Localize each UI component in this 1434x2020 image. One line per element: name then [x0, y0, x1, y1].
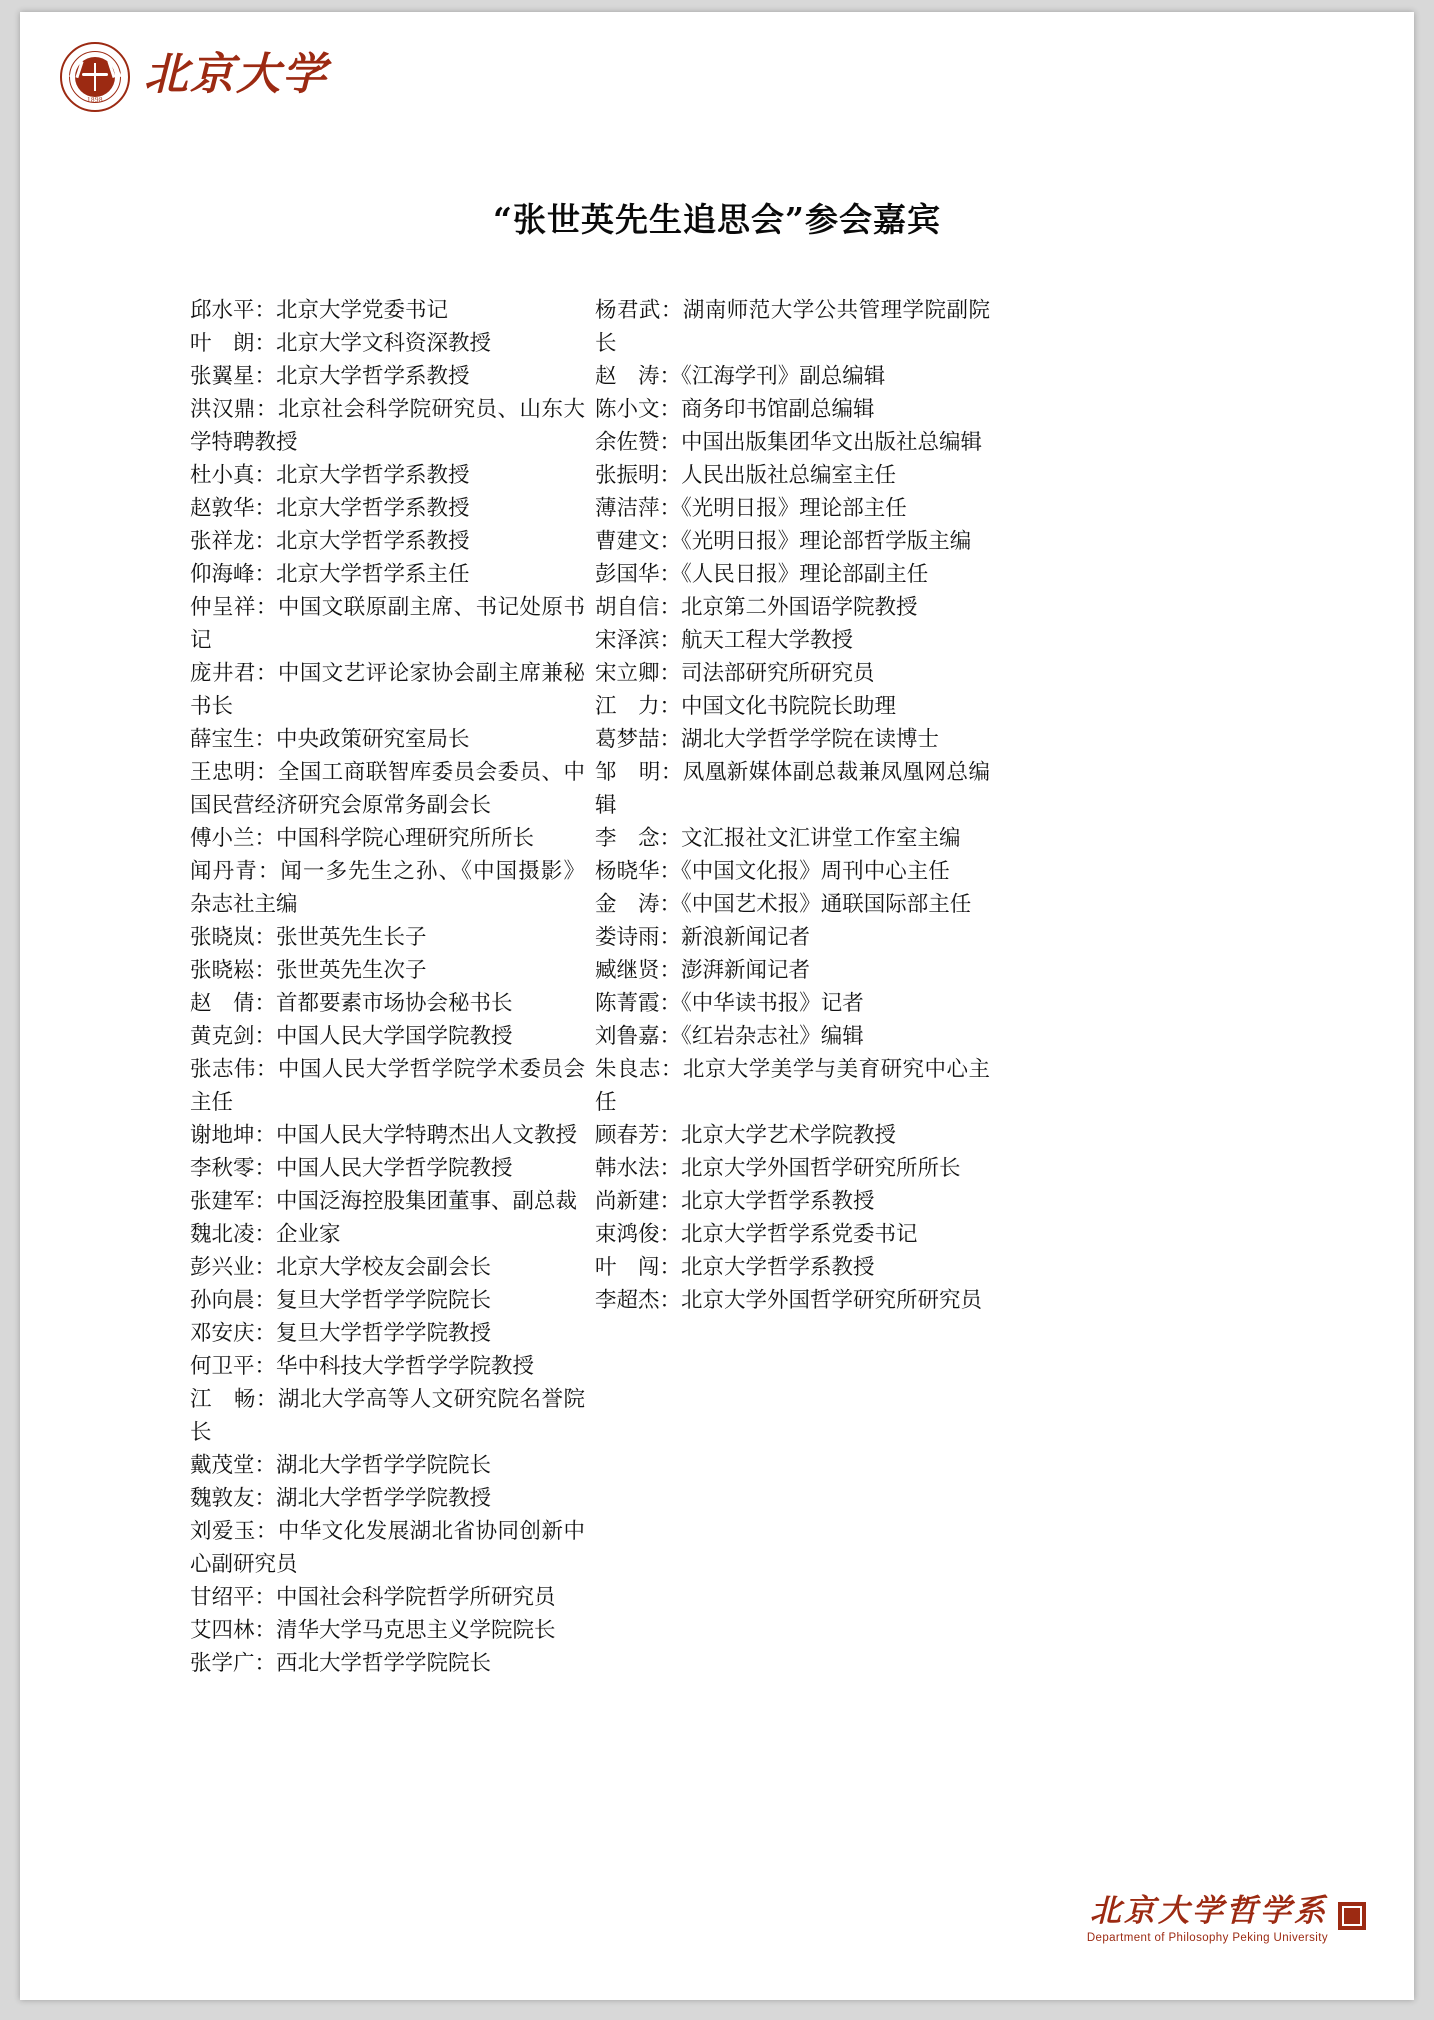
guest-role: 西北大学哲学学院院长 [276, 1651, 492, 1676]
guest-separator: ： [659, 1222, 682, 1247]
guest-entry [595, 756, 990, 822]
guest-separator: ： [254, 1123, 277, 1148]
guest-role: 湖南师范大学公共管理学院副院长 [595, 298, 990, 356]
guest-name: 尚新建 [595, 1189, 660, 1214]
guest-separator: ： [660, 298, 683, 323]
guest-entry [190, 855, 585, 921]
guest-role: 航天工程大学教授 [681, 628, 854, 653]
guest-name: 陈小文 [595, 397, 660, 422]
document-page [20, 12, 1414, 2000]
guest-name: 张振明 [595, 463, 660, 488]
guest-entry [595, 921, 990, 954]
guest-entry [595, 1185, 990, 1218]
guest-name: 刘鲁嘉 [595, 1024, 660, 1049]
guest-separator: ： [254, 1156, 277, 1181]
guest-separator: ： [659, 859, 682, 884]
guest-separator: ： [255, 595, 278, 620]
guest-name: 孙向晨 [190, 1288, 255, 1313]
guest-role: 《红岩杂志社》编辑 [681, 1024, 864, 1049]
guest-name: 张翼星 [190, 364, 255, 389]
guest-entry [595, 1152, 990, 1185]
guest-role: 中国文化书院院长助理 [681, 694, 897, 719]
guest-name: 魏敦友 [190, 1486, 255, 1511]
guest-name: 薄洁萍 [595, 496, 660, 521]
footer-logo [1087, 1895, 1366, 1944]
guest-role: 《人民日报》理论部副主任 [681, 562, 929, 587]
guest-name: 顾春芳 [595, 1123, 660, 1148]
guest-name: 叶 朗 [190, 331, 255, 356]
guest-name: 彭国华 [595, 562, 660, 587]
guest-separator: ： [254, 529, 277, 554]
guest-role: 中国社会科学院哲学所研究员 [276, 1585, 556, 1610]
guest-separator: ： [255, 1519, 278, 1544]
guest-role: 中国文联原副主席、书记处原书记 [190, 595, 585, 653]
guest-separator: ： [659, 1255, 682, 1280]
guest-separator: ： [660, 1057, 683, 1082]
guest-separator: ： [659, 826, 682, 851]
guest-separator: ： [254, 991, 277, 1016]
guest-separator: ： [254, 1651, 277, 1676]
guest-name: 张晓崧 [190, 958, 255, 983]
guest-entry [595, 1119, 990, 1152]
guest-name: 韩水法 [595, 1156, 660, 1181]
guest-name: 杨君武 [595, 298, 661, 323]
guest-separator: ： [659, 1024, 682, 1049]
guest-separator: ： [255, 661, 278, 686]
guest-entry [595, 657, 990, 690]
guest-name: 张学广 [190, 1651, 255, 1676]
guest-entry [190, 1251, 585, 1284]
guest-entry [595, 690, 990, 723]
guest-separator: ： [659, 463, 682, 488]
guest-separator: ： [659, 1189, 682, 1214]
guest-separator: ： [659, 529, 682, 554]
guest-name: 金 涛 [595, 892, 660, 917]
guest-role: 《中国艺术报》通联国际部主任 [681, 892, 972, 917]
guest-role: 人民出版社总编室主任 [681, 463, 897, 488]
guest-role: 中国人民大学国学院教授 [276, 1024, 513, 1049]
guest-separator: ： [254, 1486, 277, 1511]
guest-name: 江 畅 [190, 1387, 256, 1412]
guest-name: 甘绍平 [190, 1585, 255, 1610]
guest-name: 臧继贤 [595, 958, 660, 983]
guest-name: 陈菁霞 [595, 991, 660, 1016]
guest-name: 彭兴业 [190, 1255, 255, 1280]
guest-entry [595, 723, 990, 756]
guest-separator: ： [659, 727, 682, 752]
guest-entry [595, 525, 990, 558]
guest-entry [190, 1218, 585, 1251]
guest-name: 邹 明 [595, 760, 661, 785]
guest-entry [595, 360, 990, 393]
guest-separator: ： [254, 925, 277, 950]
guest-entry [190, 492, 585, 525]
guest-role: 中国人民大学特聘杰出人文教授 [276, 1123, 578, 1148]
guest-name: 朱良志 [595, 1057, 661, 1082]
footer-department-en: Department of Philosophy Peking University [1086, 1932, 1328, 1944]
peking-university-seal-icon [60, 42, 130, 112]
guest-role: 湖北大学高等人文研究院名誉院长 [190, 1387, 585, 1445]
guest-entry [595, 426, 990, 459]
guest-name: 魏北凌 [190, 1222, 255, 1247]
guest-name: 曹建文 [595, 529, 660, 554]
guest-separator: ： [254, 1585, 277, 1610]
guest-name: 黄克剑 [190, 1024, 255, 1049]
guest-name: 张祥龙 [190, 529, 255, 554]
guest-entry [595, 393, 990, 426]
guest-role: 北京大学党委书记 [276, 298, 449, 323]
guest-role: 复旦大学哲学学院院长 [276, 1288, 492, 1313]
page-title: “张世英先生追思会”参会嘉宾 [493, 200, 941, 239]
guest-role: 新浪新闻记者 [681, 925, 811, 950]
guest-name: 余佐赞 [595, 430, 660, 455]
guest-separator: ： [254, 958, 277, 983]
guest-entry [190, 525, 585, 558]
guest-separator: ： [659, 397, 682, 422]
guest-name: 谢地坤 [190, 1123, 255, 1148]
guest-name: 李秋零 [190, 1156, 255, 1181]
guest-separator: ： [255, 1387, 278, 1412]
guest-entry [190, 1152, 585, 1185]
guest-separator: ： [254, 298, 277, 323]
guest-entry [190, 1449, 585, 1482]
guest-name: 闻丹青 [190, 859, 258, 884]
guest-entry [595, 822, 990, 855]
guest-name: 邱水平 [190, 298, 255, 323]
guest-entry [595, 954, 990, 987]
guest-entry [190, 1284, 585, 1317]
guest-list [190, 294, 1290, 1680]
guest-separator: ： [659, 496, 682, 521]
guest-entry [190, 822, 585, 855]
guest-name: 张建军 [190, 1189, 255, 1214]
guest-role: 北京大学哲学系教授 [276, 364, 470, 389]
guest-separator: ： [659, 430, 682, 455]
guest-name: 赵敦华 [190, 496, 255, 521]
guest-entry [190, 1581, 585, 1614]
guest-separator: ： [659, 694, 682, 719]
guest-role: 北京社会科学院研究员、山东大学特聘教授 [190, 397, 585, 455]
guest-role: 华中科技大学哲学学院教授 [276, 1354, 535, 1379]
guest-entry [190, 1614, 585, 1647]
guest-entry [190, 459, 585, 492]
guest-separator: ： [254, 1255, 277, 1280]
guest-role: 《中国文化报》周刊中心主任 [681, 859, 950, 884]
guest-separator: ： [254, 1453, 277, 1478]
guest-role: 北京大学哲学系教授 [276, 496, 470, 521]
guest-separator: ： [659, 892, 682, 917]
guest-entry [190, 1383, 585, 1449]
guest-name: 杜小真 [190, 463, 255, 488]
guest-name: 李 念 [595, 826, 660, 851]
guest-separator: ： [254, 1618, 277, 1643]
guest-separator: ： [254, 496, 277, 521]
guest-entry [595, 558, 990, 591]
guest-separator: ： [659, 661, 682, 686]
guest-separator: ： [254, 826, 277, 851]
guest-separator: ： [659, 958, 682, 983]
guest-role: 北京大学校友会副会长 [276, 1255, 492, 1280]
guest-name: 艾四林 [190, 1618, 255, 1643]
guest-role: 《中华读书报》记者 [681, 991, 864, 1016]
guest-role: 企业家 [276, 1222, 341, 1247]
guest-entry [190, 1020, 585, 1053]
guest-separator: ： [254, 1321, 277, 1346]
guest-name: 仰海峰 [190, 562, 255, 587]
guest-entry [190, 1119, 585, 1152]
guest-role: 北京第二外国语学院教授 [681, 595, 918, 620]
guest-role: 中华文化发展湖北省协同创新中心副研究员 [190, 1519, 585, 1577]
guest-role: 张世英先生长子 [276, 925, 427, 950]
guest-separator: ： [254, 562, 277, 587]
guest-entry [595, 1020, 990, 1053]
seal-year: 1898 [87, 96, 103, 104]
guest-role: 北京大学哲学系教授 [276, 463, 470, 488]
university-wordmark: 北京大学 [144, 49, 328, 100]
guest-entry [190, 954, 585, 987]
guest-role: 湖北大学哲学学院教授 [276, 1486, 492, 1511]
guest-entry [595, 1218, 990, 1251]
guest-name: 宋立卿 [595, 661, 660, 686]
guest-entry [595, 987, 990, 1020]
guest-role: 《光明日报》理论部哲学版主编 [681, 529, 972, 554]
guest-name: 刘爱玉 [190, 1519, 256, 1544]
guest-entry [190, 987, 585, 1020]
guest-entry [190, 558, 585, 591]
guest-entry [190, 723, 585, 756]
guest-entry [595, 888, 990, 921]
guest-entry [190, 756, 585, 822]
guest-entry [595, 459, 990, 492]
guest-role: 北京大学艺术学院教授 [681, 1123, 897, 1148]
guest-name: 洪汉鼎 [190, 397, 256, 422]
guest-entry [190, 1053, 585, 1119]
footer-seal-icon [1338, 1902, 1366, 1930]
guest-role: 全国工商联智库委员会委员、中国民营经济研究会原常务副会长 [190, 760, 585, 818]
guest-role: 中国文艺评论家协会副主席兼秘书长 [190, 661, 585, 719]
guest-name: 邓安庆 [190, 1321, 255, 1346]
guest-entry [190, 327, 585, 360]
guest-entry [595, 1053, 990, 1119]
guest-separator: ： [254, 463, 277, 488]
guest-separator: ： [255, 397, 278, 422]
guest-separator: ： [659, 562, 682, 587]
guest-name: 庞井君 [190, 661, 256, 686]
guest-separator: ： [254, 1024, 277, 1049]
guest-name: 束鸿俊 [595, 1222, 660, 1247]
guest-separator: ： [257, 859, 281, 884]
guest-separator: ： [659, 1156, 682, 1181]
guest-role: 澎湃新闻记者 [681, 958, 811, 983]
guest-role: 北京大学外国哲学研究所所长 [681, 1156, 961, 1181]
guest-entry [190, 1350, 585, 1383]
guest-name: 薛宝生 [190, 727, 255, 752]
guest-separator: ： [659, 628, 682, 653]
guest-role: 商务印书馆副总编辑 [681, 397, 875, 422]
guest-name: 江 力 [595, 694, 660, 719]
guest-role: 北京大学哲学系主任 [276, 562, 470, 587]
guest-role: 中国泛海控股集团董事、副总裁 [276, 1189, 578, 1214]
guest-separator: ： [254, 1222, 277, 1247]
guest-separator: ： [659, 595, 682, 620]
guest-name: 傅小兰 [190, 826, 255, 851]
guest-role: 《江海学刊》副总编辑 [681, 364, 886, 389]
guest-role: 闻一多先生之孙、《中国摄影》杂志社主编 [190, 859, 585, 917]
guest-role: 《光明日报》理论部主任 [681, 496, 907, 521]
footer-department-cn: 北京大学哲学系 [1090, 1893, 1328, 1930]
guest-separator: ： [659, 1288, 682, 1313]
guest-name: 娄诗雨 [595, 925, 660, 950]
guest-name: 张晓岚 [190, 925, 255, 950]
guest-entry [190, 591, 585, 657]
guest-role: 北京大学哲学系教授 [681, 1255, 875, 1280]
guest-role: 北京大学哲学系教授 [276, 529, 470, 554]
guest-separator: ： [659, 925, 682, 950]
guest-name: 李超杰 [595, 1288, 660, 1313]
guest-role: 北京大学哲学系教授 [681, 1189, 875, 1214]
guest-role: 首都要素市场协会秘书长 [276, 991, 513, 1016]
guest-entry [595, 855, 990, 888]
guest-separator: ： [659, 364, 682, 389]
guest-separator: ： [254, 1288, 277, 1313]
guest-role: 中国人民大学哲学院教授 [276, 1156, 513, 1181]
guest-name: 叶 闯 [595, 1255, 660, 1280]
guest-name: 杨晓华 [595, 859, 660, 884]
guest-role: 北京大学文科资深教授 [276, 331, 492, 356]
guest-name: 胡自信 [595, 595, 660, 620]
guest-name: 赵 倩 [190, 991, 255, 1016]
guest-entry [595, 1284, 990, 1317]
guest-role: 文汇报社文汇讲堂工作室主编 [681, 826, 961, 851]
guest-entry [595, 294, 990, 360]
guest-role: 北京大学哲学系党委书记 [681, 1222, 918, 1247]
guest-entry [190, 1482, 585, 1515]
guest-name: 葛梦喆 [595, 727, 660, 752]
guest-entry [190, 1185, 585, 1218]
guest-role: 北京大学美学与美育研究中心主任 [595, 1057, 990, 1115]
guest-separator: ： [255, 760, 278, 785]
guest-entry [190, 921, 585, 954]
guest-entry [190, 657, 585, 723]
guest-name: 赵 涛 [595, 364, 660, 389]
guest-separator: ： [254, 1189, 277, 1214]
guest-separator: ： [659, 991, 682, 1016]
guest-name: 宋泽滨 [595, 628, 660, 653]
guest-role: 中国科学院心理研究所所长 [276, 826, 535, 851]
guest-entry [190, 1515, 585, 1581]
guest-role: 中国出版集团华文出版社总编辑 [681, 430, 983, 455]
guest-entry [595, 591, 990, 624]
guest-entry [190, 294, 585, 327]
guest-name: 仲呈祥 [190, 595, 256, 620]
guest-role: 北京大学外国哲学研究所研究员 [681, 1288, 983, 1313]
guest-role: 复旦大学哲学学院教授 [276, 1321, 492, 1346]
guest-separator: ： [254, 727, 277, 752]
guest-entry [190, 1647, 585, 1680]
guest-entry [595, 624, 990, 657]
guest-role: 凤凰新媒体副总裁兼凤凰网总编辑 [595, 760, 990, 818]
guest-separator: ： [660, 760, 683, 785]
guest-separator: ： [254, 1354, 277, 1379]
guest-list-column-left [190, 294, 585, 1680]
guest-role: 中国人民大学哲学院学术委员会主任 [190, 1057, 585, 1115]
header-logo [60, 42, 328, 112]
guest-separator: ： [254, 364, 277, 389]
guest-entry [595, 492, 990, 525]
guest-name: 戴茂堂 [190, 1453, 255, 1478]
guest-role: 湖北大学哲学学院在读博士 [681, 727, 940, 752]
guest-entry [190, 393, 585, 459]
guest-separator: ： [254, 331, 277, 356]
guest-name: 张志伟 [190, 1057, 256, 1082]
guest-role: 张世英先生次子 [276, 958, 427, 983]
guest-role: 司法部研究所研究员 [681, 661, 875, 686]
guest-separator: ： [255, 1057, 278, 1082]
guest-name: 何卫平 [190, 1354, 255, 1379]
guest-entry [190, 360, 585, 393]
guest-role: 清华大学马克思主义学院院长 [276, 1618, 556, 1643]
guest-role: 中央政策研究室局长 [276, 727, 470, 752]
guest-separator: ： [659, 1123, 682, 1148]
guest-role: 湖北大学哲学学院院长 [276, 1453, 492, 1478]
guest-entry [595, 1251, 990, 1284]
guest-entry [190, 1317, 585, 1350]
guest-list-column-right [595, 294, 990, 1680]
guest-name: 王忠明 [190, 760, 256, 785]
